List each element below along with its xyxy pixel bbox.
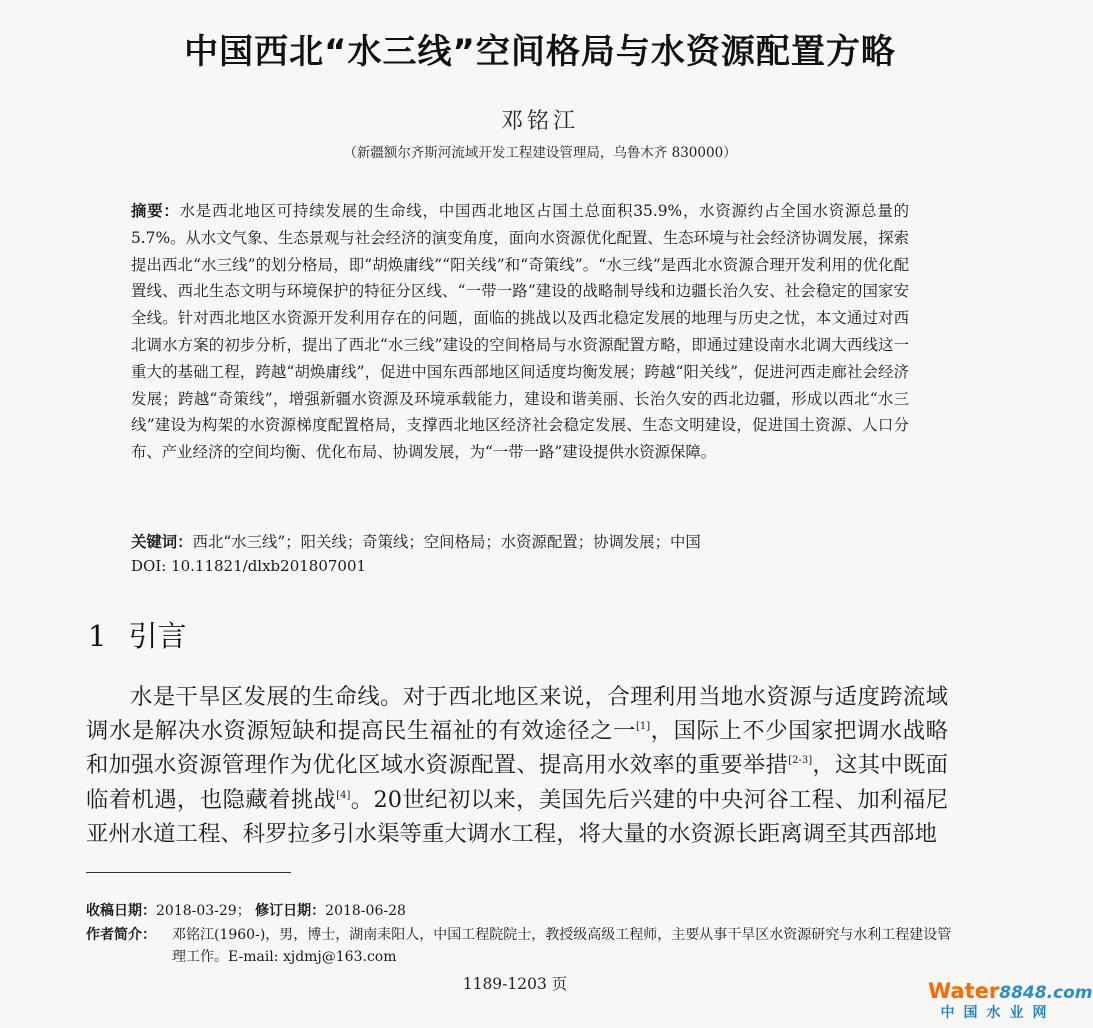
page-range: 1189-1203 页 — [462, 975, 568, 993]
watermark-brand-number: 8848 — [999, 983, 1047, 1003]
received-date: 2018-03-29； — [156, 903, 251, 919]
body-text-1: 水是干旱区发展的生命线。对于西北地区来说，合理利用当地水资源与适度跨流域调水是解决水资源短缺和提高民生福祉的有效途径之一 — [86, 684, 948, 745]
abstract — [131, 198, 909, 466]
keywords-text: 西北“水三线”；阳关线；奇策线；空间格局；水资源配置；协调发展；中国 — [192, 533, 701, 551]
section-number: 1 — [88, 619, 107, 653]
doi: DOI: 10.11821/dlxb201807001 — [131, 557, 367, 575]
watermark — [928, 979, 1093, 1022]
footnote-author — [86, 924, 956, 968]
footnote-divider — [86, 872, 291, 873]
received-label: 收稿日期： — [86, 903, 156, 919]
author-bio-text: 邓铭江(1960-)，男，博士，湖南耒阳人，中国工程院院士，教授级高级工程师，主要从事干旱区水资源研究与水利工程建设管理工作。E-mail: xjdmj@163.com — [172, 927, 952, 965]
author-name: 邓铭江 — [500, 109, 579, 134]
citation-ref-1: [1] — [635, 721, 651, 733]
citation-ref-2: [2-3] — [788, 755, 813, 767]
keywords — [131, 529, 909, 555]
watermark-subtitle: 中国水业网 — [940, 1005, 1056, 1021]
author-affiliation: （新疆额尔齐斯河流域开发工程建设管理局，乌鲁木齐 830000） — [343, 145, 737, 161]
revised-label: 修订日期： — [255, 903, 326, 919]
section-title: 引言 — [128, 619, 187, 653]
keywords-label: 关键词： — [131, 533, 193, 551]
watermark-brand-suffix: .com — [1046, 983, 1093, 1003]
footnote-dates — [86, 900, 406, 922]
abstract-text: 水是西北地区可持续发展的生命线，中国西北地区占国土总面积35.9%，水资源约占全国水资源总量的5.7%。从水文气象、生态景观与社会经济的演变角度，面向水资源优化配置、生态环境与社会经济协调发展，探索提出西北“水三线”的划分格局，即“胡焕庸线”“阳关线”和“奇策线”。“水三线”是西北水资源合理开发利用的优化配置线、西北生态文明与环境保护的特征分区线、“一带一路”建设的战略制导线和边疆长治久安、社会稳定的国家安全线。针对西北地区水资源开发利用存在的问题，面临的挑战以及西北稳定发展的地理与历史之忧，本文通过对西北调水方案的初步分析，提出了西北“水三线”建设的空间格局与水资源配置方略，即通过建设南水北调大西线这一重大的基础工程，跨越“胡焕庸线”，促进中国东西部地区间适度均衡发展；跨越“阳关线”，促进河西走廊社会经济发展；跨越“奇策线”，增强新疆水资源及环境承载能力，建设和谐美丽、长治久安的西北边疆，形成以西北“水三线”建设为构架的水资源梯度配置格局，支撑西北地区经济社会稳定发展、生态文明建设，促进国土资源、人口分布、产业经济的空间均衡、优化布局、协调发展，为“一带一路”建设提供水资源保障。 — [131, 202, 909, 462]
abstract-label: 摘要： — [131, 202, 180, 220]
citation-ref-3: [4] — [336, 789, 351, 801]
author-bio-label: 作者简介： — [86, 927, 156, 943]
watermark-brand-word: Water — [928, 979, 1000, 1003]
body-text-4: 。20世纪初以来，美国先后兴建的中央河谷工程、加利福尼亚州水道工程、科罗拉多引水渠等重大调水工程，将大量的水资源长距离调至其西部地 — [86, 786, 949, 847]
revised-date: 2018-06-28 — [325, 903, 406, 919]
body-text-3: ，这其中既面临着机遇，也隐藏着挑战 — [86, 752, 949, 813]
watermark-brand — [928, 979, 1093, 1004]
section-heading — [88, 614, 186, 655]
paper-title: 中国西北“水三线”空间格局与水资源配置方略 — [184, 32, 896, 72]
body-text-2: ，国际上不少国家把调水战略和加强水资源管理作为优化区域水资源配置、提高用水效率的重要举措 — [86, 718, 949, 779]
body-paragraph — [86, 680, 948, 851]
